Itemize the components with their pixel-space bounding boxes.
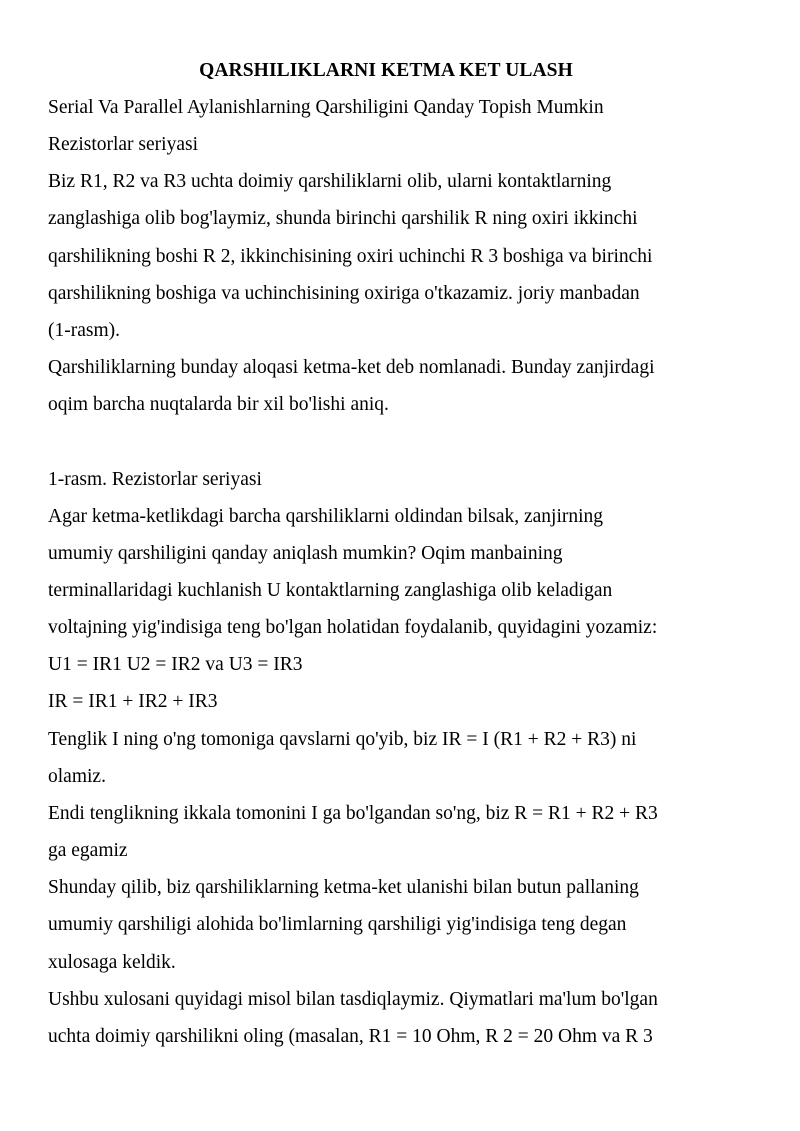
text-line: (1-rasm). — [48, 319, 121, 341]
text-line: umumiy qarshiligini qanday aniqlash mumkin? Oqim manbaining — [48, 542, 563, 564]
text-line: Shunday qilib, biz qarshiliklarning ketma-ket ulanishi bilan butun pallaning — [48, 877, 639, 899]
document-body — [48, 89, 768, 1055]
text-line: ga egamiz — [48, 840, 128, 862]
text-line: qarshilikning boshi R 2, ikkinchisining oxiri uchinchi R 3 boshiga va birinchi — [48, 245, 653, 267]
text-line: Endi tenglikning ikkala tomonini I ga bo'lgandan so'ng, biz R = R1 + R2 + R3 — [48, 802, 658, 824]
document-title: QARSHILIKLARNI KETMA KET ULASH — [199, 60, 573, 81]
text-line: Ushbu xulosani quyidagi misol bilan tasdiqlaymiz. Qiymatlari ma'lum bo'lgan — [48, 988, 658, 1010]
text-line: qarshilikning boshiga va uchinchisining oxiriga o'tkazamiz. joriy manbadan — [48, 282, 640, 304]
text-line: zanglashiga olib bog'laymiz, shunda birinchi qarshilik R ning oxiri ikkinchi — [48, 208, 638, 230]
text-line: Rezistorlar seriyasi — [48, 134, 198, 156]
blank-line — [48, 423, 768, 460]
formula-line: IR = IR1 + IR2 + IR3 — [48, 691, 218, 713]
text-line: olamiz. — [48, 765, 106, 787]
text-line: Qarshiliklarning bunday aloqasi ketma-ket deb nomlanadi. Bunday zanjirdagi — [48, 357, 655, 379]
text-line: Agar ketma-ketlikdagi barcha qarshiliklarni oldindan bilsak, zanjirning — [48, 505, 604, 527]
text-line: Biz R1, R2 va R3 uchta doimiy qarshiliklarni olib, ularni kontaktlarning — [48, 171, 612, 193]
text-line: uchta doimiy qarshilikni oling (masalan, R1 = 10 Ohm, R 2 = 20 Ohm va R 3 — [48, 1025, 653, 1047]
text-line: Tenglik I ning o'ng tomoniga qavslarni qo'yib, biz IR = I (R1 + R2 + R3) ni — [48, 728, 637, 750]
figure-caption: 1-rasm. Rezistorlar seriyasi — [48, 468, 262, 490]
text-line: Serial Va Parallel Aylanishlarning Qarshiligini Qanday Topish Mumkin — [48, 97, 604, 118]
text-line: terminallaridagi kuchlanish U kontaktlarning zanglashiga olib keladigan — [48, 580, 613, 602]
text-line: xulosaga keldik. — [48, 951, 176, 973]
formula-line: U1 = IR1 U2 = IR2 va U3 = IR3 — [48, 654, 303, 676]
text-line: oqim barcha nuqtalarda bir xil bo'lishi aniq. — [48, 394, 389, 416]
text-line: voltajning yig'indisiga teng bo'lgan holatidan foydalanib, quyidagini yozamiz: — [48, 617, 658, 639]
text-line: umumiy qarshiligi alohida bo'limlarning qarshiligi yig'indisiga teng degan — [48, 914, 627, 936]
